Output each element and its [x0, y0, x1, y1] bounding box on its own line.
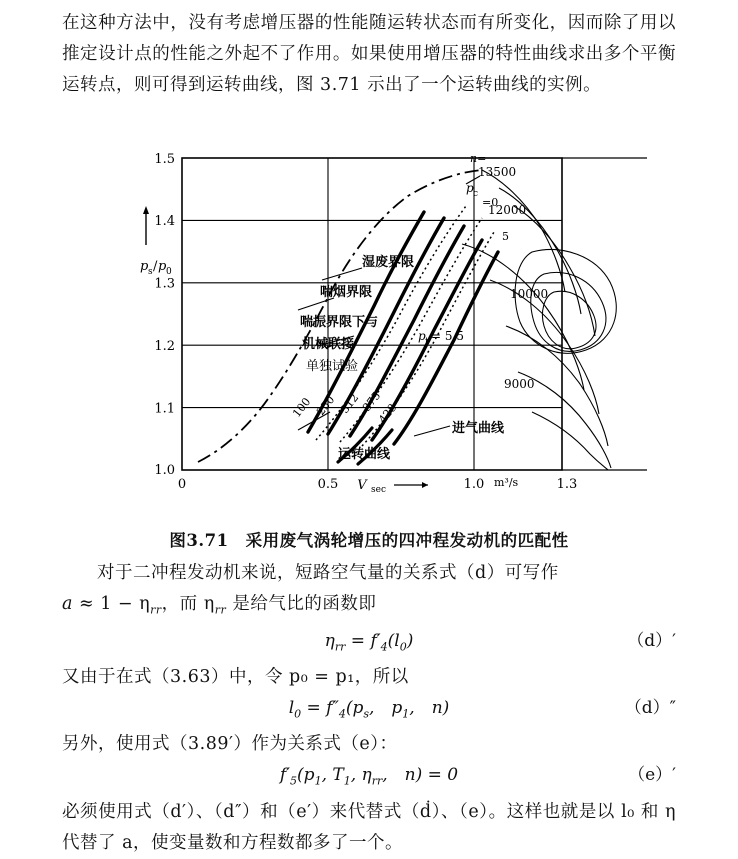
svg-text:1.2: 1.2 — [154, 339, 175, 354]
paragraph-bottom-3: 另外，使用式（3.89′）作为关系式（e）： — [62, 734, 398, 755]
y-axis-label: p — [140, 259, 149, 274]
y-tick-labels — [154, 152, 175, 478]
svg-text:312: 312 — [338, 391, 362, 416]
svg-text:100: 100 — [290, 395, 314, 420]
x-unit-label: m³/s — [494, 476, 519, 489]
top-text-block — [62, 8, 676, 101]
paragraph-bottom-2: 又由于在式（3.63）中，令 p₀ = p₁，所以 — [62, 666, 409, 687]
svg-text:p: p — [466, 181, 474, 195]
bottom-text-block — [62, 558, 676, 859]
equation-d-double-prime: $l_0 = f''_4(p_s$, $p_1$, n) （d）″ — [62, 693, 676, 729]
svg-text:5: 5 — [502, 230, 509, 243]
svg-text:0: 0 — [177, 477, 187, 492]
x-axis-label: V — [357, 478, 367, 493]
svg-text:1.5: 1.5 — [154, 152, 175, 167]
svg-text:喘振界限下与: 喘振界限下与 — [300, 315, 379, 330]
svg-text:1.1: 1.1 — [154, 401, 175, 417]
equation-e-prime: $f'_5(p_1$, $T_1$, $\eta_{rr}$, n) = 0 （e）′ — [62, 760, 676, 796]
svg-text:10000: 10000 — [510, 287, 549, 301]
equation-tag-e-prime: （e）′ — [628, 765, 676, 786]
svg-text:= 5.5: = 5.5 — [431, 329, 464, 343]
figure-3-71 — [62, 140, 676, 520]
equation-d-prime: $\eta_{rr} = f'_4(l_0)$ （d）′ — [62, 626, 676, 662]
svg-text:喘烟界限: 喘烟界限 — [320, 285, 373, 300]
svg-text:运转曲线: 运转曲线 — [338, 447, 391, 462]
equation-tag-d-prime: （d）′ — [627, 630, 676, 651]
svg-text:1.3: 1.3 — [556, 477, 578, 492]
svg-text:375: 375 — [360, 389, 384, 414]
svg-text:1.4: 1.4 — [154, 214, 175, 229]
svg-text:机械联接: 机械联接 — [302, 337, 355, 352]
svg-text:p: p — [158, 259, 167, 274]
svg-text:0: 0 — [166, 267, 172, 277]
svg-text:进气曲线: 进气曲线 — [452, 421, 505, 436]
figure-caption: 图3.71 采用废气涡轮增压的四冲程发动机的匹配性 — [169, 531, 569, 550]
svg-text:428: 428 — [376, 401, 400, 426]
svg-text:/: / — [153, 259, 158, 274]
svg-text:p: p — [418, 329, 426, 343]
svg-text:湿废界限: 湿废界限 — [362, 255, 415, 270]
chart-svg — [62, 140, 676, 520]
x-axis-label-sub: sec — [371, 485, 386, 495]
paragraph-top-1: 在这种方法中，没有考虑增压器的性能随运转状态而有所变化，因而除了用以推定设计点的性能之外起不了作用。如果使用增压器的特性曲线求出多个平衡运转点，则可得到运转曲线，图 3.71 示出了一个运转曲线的实例。 — [62, 13, 676, 95]
svg-text:1.0: 1.0 — [463, 477, 485, 492]
paragraph-bottom-4: 必须使用式（d′）、（d″）和（e′）来代替式（ḋ）、（e）。这样也就是以 l₀ 和 η 代替了 a，使变量数和方程数都多了一个。 — [62, 801, 676, 853]
svg-text:=0: =0 — [482, 196, 499, 209]
svg-text:s: s — [148, 267, 153, 277]
svg-text:12000: 12000 — [488, 203, 527, 217]
svg-text:13500: 13500 — [478, 165, 517, 179]
svg-text:1.3: 1.3 — [154, 276, 175, 292]
svg-text:c: c — [473, 189, 479, 199]
svg-text:1.0: 1.0 — [154, 463, 175, 478]
svg-text:t: t — [425, 337, 429, 347]
svg-text:0.5: 0.5 — [317, 477, 339, 492]
svg-text:250: 250 — [314, 393, 338, 418]
svg-text:单独试验: 单独试验 — [306, 359, 359, 374]
svg-text:n=: n= — [470, 152, 487, 165]
equation-tag-d-double-prime: （d）″ — [624, 697, 676, 718]
inline-formula-a: $a \approx 1 - \eta_{rr}$，而 $\eta_{rr}$ 是给气比的函数即 — [62, 594, 377, 617]
svg-text:9000: 9000 — [504, 377, 535, 391]
paragraph-bottom-1: 对于二冲程发动机来说，短路空气量的关系式（d）可写作 — [97, 563, 559, 583]
